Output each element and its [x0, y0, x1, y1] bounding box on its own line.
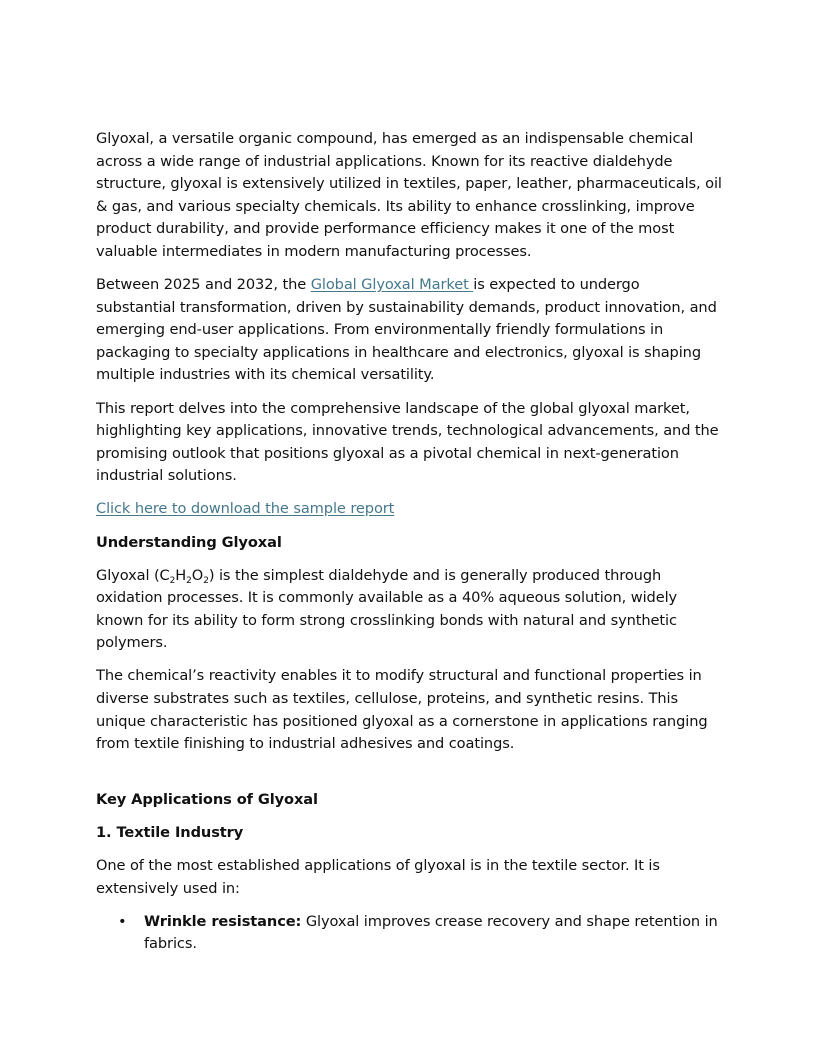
- list-item-text: Glyoxal improves crease recovery and shape retention in fabrics.: [144, 912, 718, 953]
- market-paragraph-start: Between 2025 and 2032, the: [96, 276, 311, 294]
- formula-subscript-oxygen: 2: [203, 575, 209, 586]
- formula-paragraph: [96, 565, 722, 655]
- heading-textile-industry: 1. Textile Industry: [96, 824, 244, 842]
- formula-suffix: ) is the simplest dialdehyde and is generally produced through oxidation processes. It is commonly available as a 40% aqueous solution, widely known for its ability to form strong crosslinking bonds with natural and synthetic polymers.: [96, 566, 678, 652]
- global-glyoxal-market-link[interactable]: Global Glyoxal Market: [310, 276, 474, 294]
- intro-paragraph: Glyoxal, a versatile organic compound, has emerged as an indispensable chemical across a wide range of industrial applications. Known for its reactive dialdehyde structure, glyoxal is extensively utilized in textiles, paper, leather, pharmaceuticals, oil & gas, and various specialty chemicals. Its ability to enhance crosslinking, improve product durability, and provide performance efficiency makes it one of the most valuable intermediates in modern manufacturing processes.: [96, 130, 722, 260]
- report-paragraph: This report delves into the comprehensive landscape of the global glyoxal market, highlighting key applications, innovative trends, technological advancements, and the promising outlook that positions glyoxal as a pivotal chemical in next-generation industrial solutions.: [96, 399, 719, 485]
- reactivity-paragraph: The chemical’s reactivity enables it to modify structural and functional properties in diverse substrates such as textiles, cellulose, proteins, and synthetic resins. This unique characteristic has positioned glyoxal as a cornerstone in applications ranging from textile finishing to industrial adhesives and coatings.: [96, 667, 708, 753]
- textile-paragraph: One of the most established applications of glyoxal is in the textile sector. It is extensively used in:: [96, 857, 660, 897]
- formula-hydrogen: H: [175, 566, 187, 584]
- heading-understanding-glyoxal: Understanding Glyoxal: [96, 533, 282, 551]
- formula-prefix: Glyoxal (C: [96, 566, 170, 584]
- market-paragraph: [96, 274, 722, 387]
- formula-subscript-carbon: 2: [169, 575, 176, 586]
- bullet-icon: •: [118, 912, 127, 930]
- list-item: [96, 911, 722, 956]
- formula-subscript-hydrogen: 2: [186, 575, 192, 586]
- document-body: [96, 128, 722, 956]
- heading-key-applications: Key Applications of Glyoxal: [96, 790, 318, 808]
- download-sample-report-link[interactable]: Click here to download the sample report: [96, 500, 395, 518]
- sample-report-paragraph: [96, 498, 722, 521]
- market-paragraph-end: is expected to undergo substantial transformation, driven by sustainability demands, product innovation, and emerging end-user applications. From environmentally friendly formulations in packaging to specialty applications in healthcare and electronics, glyoxal is shaping multiple industries with its chemical versatility.: [96, 276, 717, 384]
- formula-oxygen: O: [191, 566, 204, 584]
- textile-uses-list: [96, 911, 722, 956]
- list-item-term: Wrinkle resistance:: [144, 912, 302, 930]
- paragraph-spacer: [96, 766, 722, 789]
